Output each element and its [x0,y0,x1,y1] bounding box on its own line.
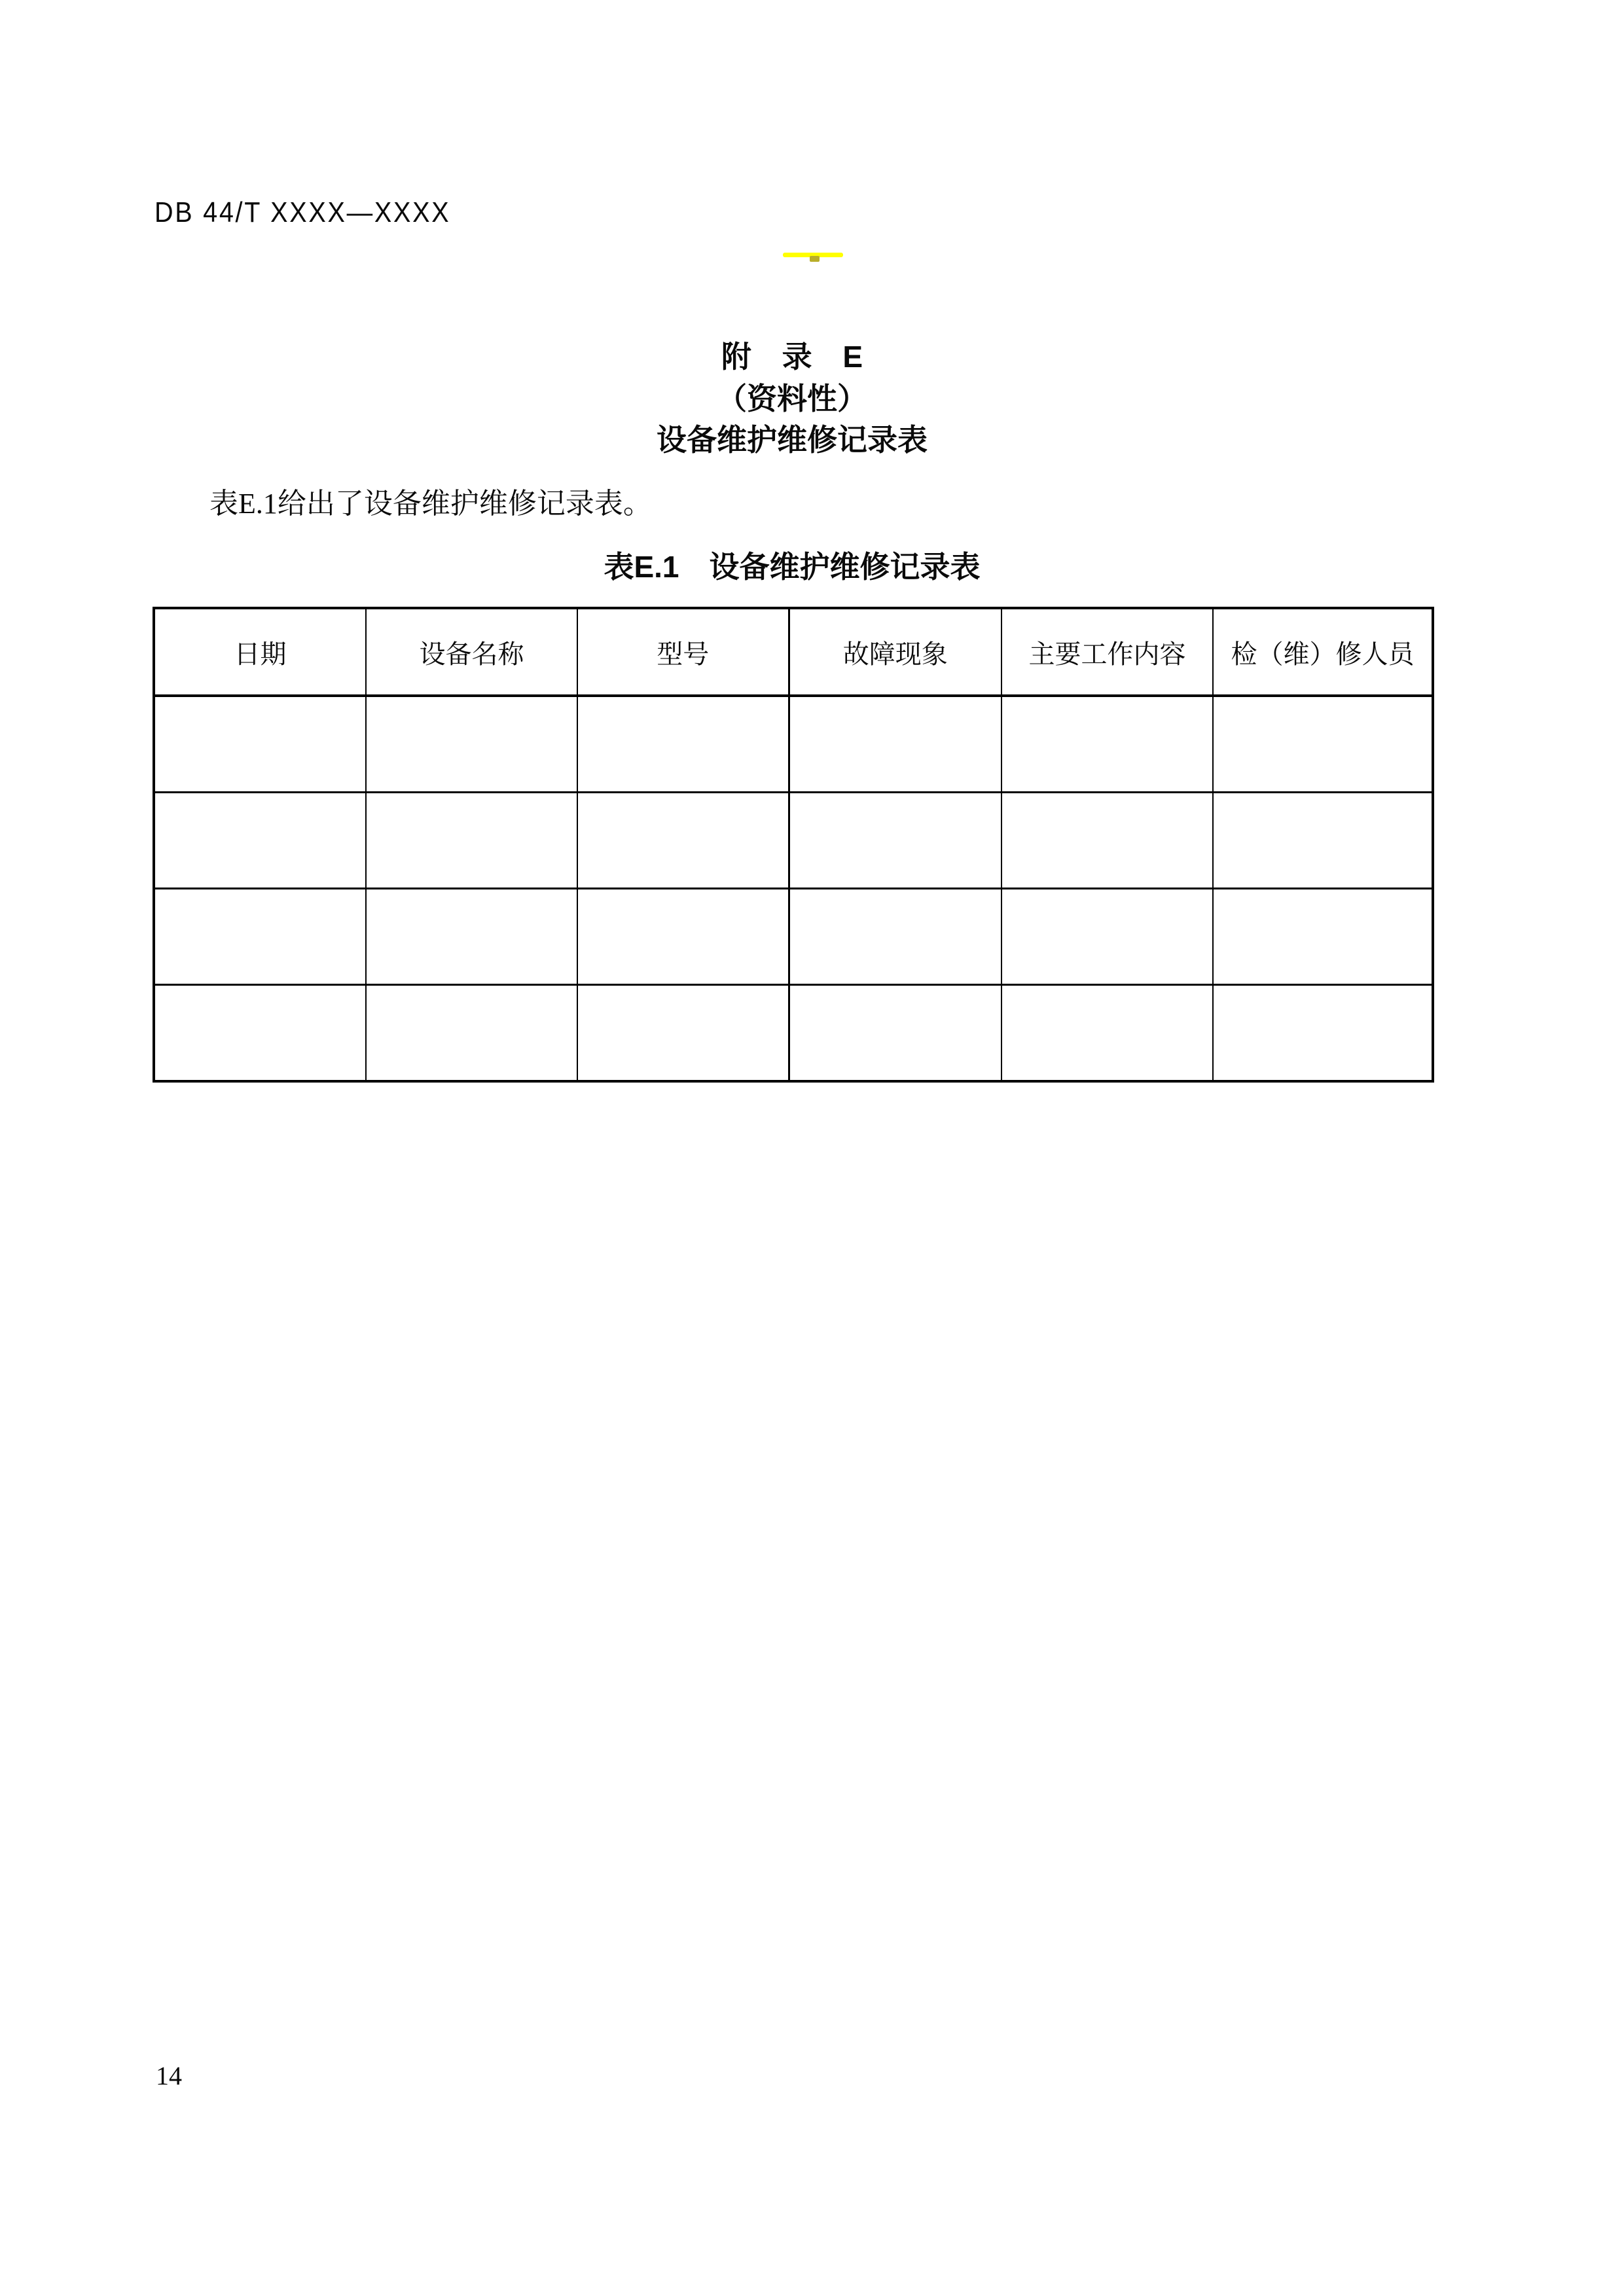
page-number: 14 [156,2061,182,2090]
table-row [154,793,1433,889]
table-cell [154,985,366,1082]
yellow-highlight-smudge [810,256,820,262]
table-cell [1001,889,1213,985]
header-cell-main-work-content: 主要工作内容 [1001,608,1213,696]
table-row [154,985,1433,1082]
header-cell-maintenance-personnel: 检（维）修人员 [1213,608,1433,696]
table-cell [366,985,577,1082]
table-cell [1001,985,1213,1082]
standard-doc-number: DB 44/T XXXX—XXXX [154,196,451,228]
table-cell [1213,889,1433,985]
table-cell [1213,696,1433,793]
table-header-row [154,608,1433,696]
table-cell [1213,985,1433,1082]
appendix-label: 附 录 E [721,340,863,374]
table-row [154,889,1433,985]
table-caption: 表E.1 设备维护维修记录表 [604,550,981,584]
table-cell [577,985,789,1082]
appendix-title: 设备维护维修记录表 [657,423,928,457]
table-cell [154,696,366,793]
table-cell [789,889,1001,985]
header-cell-fault-phenomenon: 故障现象 [789,608,1001,696]
table-cell [154,793,366,889]
table-cell [577,696,789,793]
table-cell [154,889,366,985]
table-cell [789,985,1001,1082]
header-cell-date: 日期 [154,608,366,696]
header-cell-model: 型号 [577,608,789,696]
table-cell [789,696,1001,793]
appendix-classification: （资料性） [717,382,867,416]
intro-paragraph: 表E.1给出了设备维护维修记录表。 [209,488,652,520]
table-cell [577,889,789,985]
header-cell-equipment-name: 设备名称 [366,608,577,696]
table-cell [366,696,577,793]
table-cell [577,793,789,889]
table-row [154,696,1433,793]
table-cell [1001,696,1213,793]
table-cell [1213,793,1433,889]
table-cell [789,793,1001,889]
table-cell [366,793,577,889]
table-cell [1001,793,1213,889]
table-cell [366,889,577,985]
maintenance-record-table [153,607,1434,1083]
